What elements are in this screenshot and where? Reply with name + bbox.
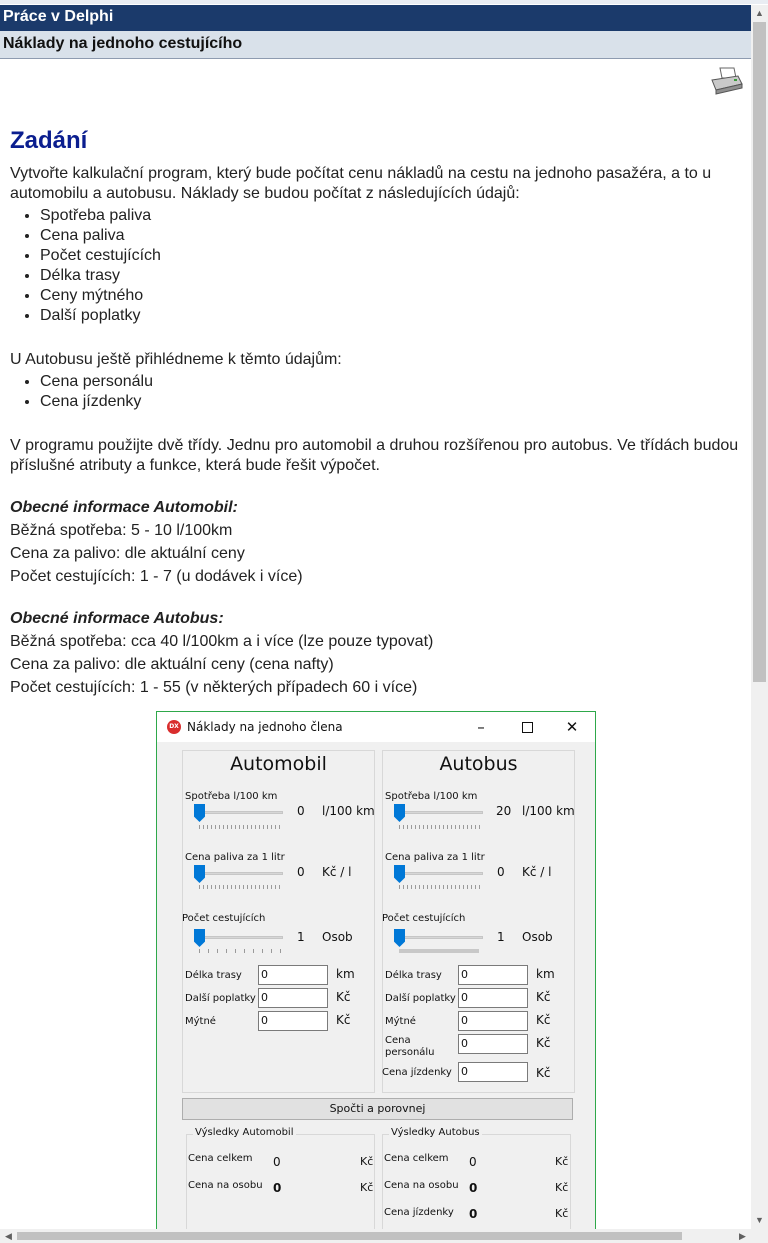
car-fees-label: Další poplatky [185,993,256,1004]
car-toll-input[interactable]: 0 [258,1011,328,1031]
car-panel-title: Automobil [230,753,327,775]
article [10,126,740,698]
car-info-heading: Obecné informace Automobil: [10,499,238,516]
bus-fees-label: Další poplatky [385,993,456,1004]
maximize-button[interactable] [507,715,547,739]
car-total-unit: Kč [360,1155,374,1168]
car-results-group [186,1127,375,1231]
car-consumption-track [195,811,283,814]
bus-fuel-price-value: 0 [497,865,505,879]
list-item: • Další poplatky [40,306,740,326]
calculate-compare-button[interactable]: Spočti a porovnej [182,1098,573,1120]
bus-panel-title: Autobus [439,753,518,775]
car-route-length-label: Délka trasy [185,970,242,981]
bus-results-group [382,1127,571,1231]
list-item: • Cena jízdenky [40,392,740,412]
app-icon: DX [167,720,181,734]
bus-consumption-ticks [399,825,481,829]
horizontal-scrollbar[interactable] [0,1229,751,1243]
bus-fuel-price-ticks [399,885,481,889]
list-item: • Cena paliva [40,226,740,246]
bus-results-title: Výsledky Autobus [391,1127,480,1138]
input-data-list [10,206,740,326]
bus-per-person-unit: Kč [555,1181,569,1194]
car-panel [182,750,375,1093]
browser-top-strip [0,0,768,4]
bus-ticket-result-value: 0 [469,1207,478,1221]
bus-passengers-slider[interactable] [394,929,405,947]
scroll-down-icon[interactable]: ▼ [755,1215,764,1225]
car-fuel-price-value: 0 [297,865,305,879]
bus-staff-cost-unit: Kč [536,1036,551,1050]
car-passengers-label: Počet cestujících [182,913,266,924]
bus-passengers-value: 1 [497,930,505,944]
list-item: • Cena personálu [40,372,740,392]
bus-per-person-label: Cena na osobu [384,1180,459,1191]
bus-info-line: Cena za palivo: dle aktuální ceny (cena nafty) [10,656,334,673]
car-fees-input[interactable]: 0 [258,988,328,1008]
car-info-line: Počet cestujících: 1 - 7 (u dodávek i více) [10,568,303,585]
car-total-label: Cena celkem [188,1153,253,1164]
car-route-length-input[interactable]: 0 [258,965,328,985]
bus-total-value: 0 [469,1155,477,1169]
car-fuel-price-label: Cena paliva za 1 litr [185,852,285,863]
bus-ticket-price-unit: Kč [536,1066,551,1080]
section-heading: Zadání [10,127,88,154]
bus-staff-cost-input[interactable]: 0 [458,1034,528,1054]
bus-route-length-input[interactable]: 0 [458,965,528,985]
bus-route-length-unit: km [536,967,555,981]
bus-panel [382,750,575,1093]
bus-consumption-slider[interactable] [394,804,405,822]
intro-text: Vytvořte kalkulační program, který bude počítat cenu nákladů na cestu na jednoho pasažéra, a to u automobilu a autobusu. Náklady se budou počítat z následujících údajů: [10,165,712,202]
horizontal-scroll-thumb[interactable] [17,1232,682,1240]
scroll-right-icon[interactable]: ▶ [739,1231,746,1241]
car-fuel-price-slider[interactable] [194,865,205,883]
list-item: • Délka trasy [40,266,740,286]
bus-fuel-price-unit: Kč / l [522,865,552,879]
car-total-value: 0 [273,1155,281,1169]
bus-info-line: Běžná spotřeba: cca 40 l/100km a i více (lze pouze typovat) [10,633,434,650]
car-consumption-ticks [199,825,281,829]
bus-route-length-label: Délka trasy [385,970,442,981]
car-info-line: Cena za palivo: dle aktuální ceny [10,545,245,562]
bus-ticket-price-input[interactable]: 0 [458,1062,528,1082]
car-passengers-value: 1 [297,930,305,944]
printer-icon[interactable] [710,66,744,96]
bus-per-person-value: 0 [469,1181,478,1195]
car-passengers-ticks [199,949,281,953]
car-consumption-unit: l/100 km [322,804,375,818]
vertical-scroll-thumb[interactable] [753,22,766,682]
close-button[interactable]: ✕ [565,718,579,736]
page-subtitle: Náklady na jednoho cestujícího [0,31,751,59]
car-fuel-price-unit: Kč / l [322,865,352,879]
car-consumption-slider[interactable] [194,804,205,822]
bus-ticket-result-unit: Kč [555,1207,569,1220]
bus-total-label: Cena celkem [384,1153,449,1164]
bus-ticket-price-label: Cena jízdenky [382,1067,452,1078]
maximize-icon [522,722,533,733]
bus-toll-unit: Kč [536,1013,551,1027]
bus-passengers-unit: Osob [522,930,553,944]
car-passengers-unit: Osob [322,930,353,944]
car-info-line: Běžná spotřeba: 5 - 10 l/100km [10,522,233,539]
bus-passengers-label: Počet cestujících [382,913,466,924]
bus-staff-cost-label: Cena personálu [385,1035,435,1058]
scrollbar-corner [751,1229,768,1243]
bus-fees-input[interactable]: 0 [458,988,528,1008]
list-item: • Ceny mýtného [40,286,740,306]
classes-text: V programu použijte dvě třídy. Jednu pro automobil a druhou rozšířenou pro autobus. Ve třídách budou příslušné atributy a funkce, která bude řešit výpočet. [10,437,739,474]
bus-info-line: Počet cestujících: 1 - 55 (v některých případech 60 i více) [10,679,418,696]
bus-consumption-unit: l/100 km [522,804,575,818]
car-results-title: Výsledky Automobil [195,1127,294,1138]
bus-intro-text: U Autobusu ještě přihlédneme k těmto údajům: [10,351,342,368]
bus-fuel-price-label: Cena paliva za 1 litr [385,852,485,863]
app-title-bar [157,712,595,742]
vertical-scrollbar[interactable] [751,5,768,1229]
car-per-person-unit: Kč [360,1181,374,1194]
minimize-button[interactable]: – [477,718,485,736]
car-passengers-slider[interactable] [194,929,205,947]
car-per-person-label: Cena na osobu [188,1180,263,1191]
car-consumption-label: Spotřeba l/100 km [185,791,278,802]
bus-toll-label: Mýtné [385,1016,416,1027]
page-header-title: Práce v Delphi [0,5,751,31]
car-per-person-value: 0 [273,1181,282,1195]
car-route-length-unit: km [336,967,355,981]
bus-extra-list [10,372,740,412]
bus-fees-unit: Kč [536,990,551,1004]
bus-fuel-price-track [395,872,483,875]
car-toll-label: Mýtné [185,1016,216,1027]
car-fuel-price-ticks [199,885,281,889]
car-toll-unit: Kč [336,1013,351,1027]
app-window-title: Náklady na jednoho člena [187,720,343,734]
scroll-left-icon[interactable]: ◀ [5,1231,12,1241]
list-item: • Počet cestujících [40,246,740,266]
bus-consumption-label: Spotřeba l/100 km [385,791,478,802]
car-fees-unit: Kč [336,990,351,1004]
bus-toll-input[interactable]: 0 [458,1011,528,1031]
bus-fuel-price-slider[interactable] [394,865,405,883]
scroll-up-icon[interactable]: ▲ [755,8,764,18]
car-passengers-track [195,936,283,939]
car-fuel-price-track [195,872,283,875]
bus-passengers-ticks [399,949,479,953]
bus-ticket-result-label: Cena jízdenky [384,1207,454,1218]
bus-total-unit: Kč [555,1155,569,1168]
bus-consumption-track [395,811,483,814]
app-window [156,711,596,1231]
car-consumption-value: 0 [297,804,305,818]
list-item: • Spotřeba paliva [40,206,740,226]
bus-info-heading: Obecné informace Autobus: [10,610,224,627]
bus-passengers-track [395,936,483,939]
bus-consumption-value: 20 [496,804,512,818]
